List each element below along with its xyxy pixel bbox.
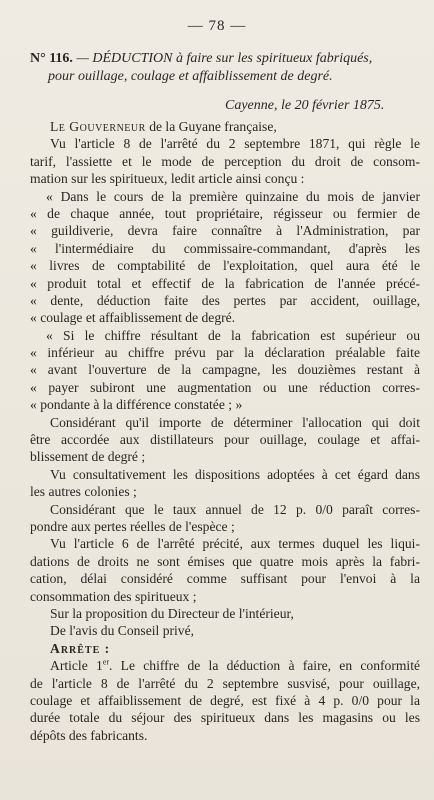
text-line: Arrête : bbox=[50, 640, 111, 656]
page-number: — 78 — bbox=[187, 18, 247, 34]
text-line: « produit total et effectif de la fabrication de l'année précé- bbox=[30, 275, 420, 291]
dateline: Cayenne, le 20 février 1875. bbox=[225, 98, 385, 113]
text-line: blissement de degré ; bbox=[30, 449, 146, 465]
text-line: consommation des spiritueux ; bbox=[30, 588, 197, 604]
text-line: « livres de comptabilité de l'exploitation, quel aura été le bbox=[30, 258, 420, 274]
text-line: « coulage et affaiblissement de degré. bbox=[30, 310, 236, 326]
text-line: De l'avis du Conseil privé, bbox=[50, 623, 195, 639]
text-line: « pondante à la différence constatée ; » bbox=[30, 397, 243, 413]
text-line: de l'article 8 de l'arrêté du 2 septembre susvisé, pour ouillage, bbox=[30, 675, 420, 691]
text-line: coulage et affaiblissement de degré, est fixé à 4 p. 0/0 pour la bbox=[30, 692, 420, 708]
text-line: « Si le chiffre résultant de la fabrication est supérieur ou bbox=[46, 327, 420, 343]
text-line: Sur la proposition du Directeur de l'intérieur, bbox=[50, 605, 294, 621]
text-line: pondre aux pertes réelles de l'espèce ; bbox=[30, 518, 235, 534]
text-line: « guildiverie, devra faire connaître à l'Administration, par bbox=[30, 223, 420, 239]
decree-title bbox=[30, 50, 422, 86]
text-line: « de chaque année, tout propriétaire, régisseur ou fermier de bbox=[30, 205, 420, 221]
text-line: « avant l'ouverture de la campagne, les douzièmes restant à bbox=[30, 362, 420, 378]
text-line: tarif, l'assiette et le mode de perception du droit de consom- bbox=[30, 153, 420, 169]
text-line: « Dans le cours de la première quinzaine du mois de janvier bbox=[46, 188, 420, 204]
text-line: « payer subiront une augmentation ou une réduction corres- bbox=[30, 379, 420, 395]
text-line: « dente, déduction faite des pertes par accident, ouillage, bbox=[30, 292, 420, 308]
decree-body bbox=[30, 118, 420, 744]
decree-number: N° 116. bbox=[30, 51, 73, 66]
text-line: « inférieur au chiffre prévu par la déclaration préalable faite bbox=[30, 345, 420, 361]
decree-heading-line-1: — DÉDUCTION à faire sur les spiritueux fabriqués, bbox=[76, 51, 373, 66]
text-line: Le Gouverneur de la Guyane française, bbox=[50, 119, 277, 134]
text-line: Considérant que le taux annuel de 12 p. 0/0 paraît corres- bbox=[50, 501, 420, 517]
text-line: cation, délai considéré comme suffisant pour l'envoi à la bbox=[30, 571, 420, 587]
text-line: « l'intermédiaire du commissaire-commandant, d'après les bbox=[30, 240, 420, 256]
text-line: Vu consultativement les dispositions adoptées à cet égard dans bbox=[50, 466, 420, 482]
text-line: Vu l'article 6 de l'arrêté précité, aux termes duquel les liqui- bbox=[50, 536, 420, 552]
text-line: Vu l'article 8 de l'arrêté du 2 septembre 1871, qui règle le bbox=[50, 136, 420, 152]
text-line: durée totale du séjour des spiritueux dans les magasins ou les bbox=[30, 710, 420, 726]
text-line: dations de droits ne sont émises que quatre mois après la fabri- bbox=[30, 553, 420, 569]
decree-heading-line-2: pour ouillage, coulage et affaiblissement de degré. bbox=[48, 69, 333, 84]
text-line: être accordée aux distillateurs pour ouillage, coulage et affai- bbox=[30, 432, 420, 448]
text-line: Article 1er. Le chiffre de la déduction à faire, en conformité bbox=[50, 657, 421, 674]
text-line: mation sur les spiritueux, ledit article ainsi conçu : bbox=[30, 171, 305, 187]
text-line: les autres colonies ; bbox=[30, 484, 137, 500]
text-line: Considérant qu'il importe de déterminer l'allocation qui doit bbox=[50, 414, 420, 430]
text-line: dépôts des fabricants. bbox=[30, 727, 148, 743]
